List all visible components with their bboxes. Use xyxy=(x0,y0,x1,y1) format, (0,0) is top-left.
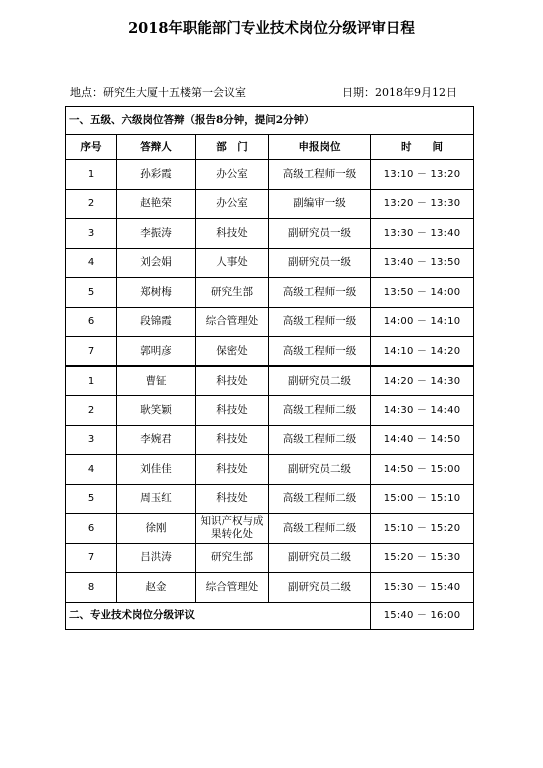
applied-post: 副研究员一级 xyxy=(269,219,371,249)
section2-title: 二、专业技术岗位分级评议 xyxy=(66,602,371,629)
section1-row xyxy=(66,107,474,135)
time-slot: 15:20 － 15:30 xyxy=(371,543,474,573)
respondent-name: 段锦霞 xyxy=(117,307,196,337)
table-row xyxy=(66,484,474,514)
respondent-name: 赵艳荣 xyxy=(117,189,196,219)
header-row xyxy=(66,135,474,160)
department: 科技处 xyxy=(196,366,269,396)
applied-post: 高级工程师二级 xyxy=(269,425,371,455)
respondent-name: 徐刚 xyxy=(117,514,196,544)
time-slot: 14:50 － 15:00 xyxy=(371,455,474,485)
time-slot: 13:20 － 13:30 xyxy=(371,189,474,219)
applied-post: 副研究员一级 xyxy=(269,248,371,278)
department: 研究生部 xyxy=(196,543,269,573)
table-row xyxy=(66,160,474,190)
applied-post: 副研究员二级 xyxy=(269,543,371,573)
applied-post: 高级工程师一级 xyxy=(269,337,371,367)
department: 办公室 xyxy=(196,160,269,190)
department: 保密处 xyxy=(196,337,269,367)
section2-time: 15:40 － 16:00 xyxy=(371,602,474,629)
respondent-name: 曹钲 xyxy=(117,366,196,396)
respondent-name: 郭明彦 xyxy=(117,337,196,367)
respondent-name: 耿笑颖 xyxy=(117,396,196,426)
seq-number: 1 xyxy=(66,160,117,190)
time-slot: 13:40 － 13:50 xyxy=(371,248,474,278)
respondent-name: 周玉红 xyxy=(117,484,196,514)
applied-post: 高级工程师二级 xyxy=(269,396,371,426)
table-row xyxy=(66,189,474,219)
header-cell: 部 门 xyxy=(196,135,269,160)
seq-number: 5 xyxy=(66,484,117,514)
applied-post: 副研究员二级 xyxy=(269,573,371,603)
time-slot: 14:00 － 14:10 xyxy=(371,307,474,337)
applied-post: 高级工程师二级 xyxy=(269,484,371,514)
department: 综合管理处 xyxy=(196,307,269,337)
department: 人事处 xyxy=(196,248,269,278)
time-slot: 15:10 － 15:20 xyxy=(371,514,474,544)
header-cell: 申报岗位 xyxy=(269,135,371,160)
department: 综合管理处 xyxy=(196,573,269,603)
table-row xyxy=(66,543,474,573)
respondent-name: 刘佳佳 xyxy=(117,455,196,485)
department: 科技处 xyxy=(196,425,269,455)
table-row xyxy=(66,573,474,603)
time-slot: 15:30 － 15:40 xyxy=(371,573,474,603)
department: 知识产权与成果转化处 xyxy=(196,514,269,544)
department: 科技处 xyxy=(196,219,269,249)
applied-post: 高级工程师二级 xyxy=(269,514,371,544)
table-row xyxy=(66,455,474,485)
applied-post: 副编审一级 xyxy=(269,189,371,219)
applied-post: 副研究员二级 xyxy=(269,366,371,396)
table-row xyxy=(66,425,474,455)
seq-number: 5 xyxy=(66,278,117,308)
seq-number: 7 xyxy=(66,543,117,573)
respondent-name: 吕洪涛 xyxy=(117,543,196,573)
seq-number: 7 xyxy=(66,337,117,367)
applied-post: 副研究员二级 xyxy=(269,455,371,485)
section1-title: 一、五级、六级岗位答辩（报告8分钟，提问2分钟） xyxy=(66,107,474,135)
applied-post: 高级工程师一级 xyxy=(269,160,371,190)
time-slot: 13:50 － 14:00 xyxy=(371,278,474,308)
table-row xyxy=(66,219,474,249)
seq-number: 8 xyxy=(66,573,117,603)
seq-number: 2 xyxy=(66,396,117,426)
respondent-name: 李振涛 xyxy=(117,219,196,249)
section2-row xyxy=(66,602,474,629)
seq-number: 4 xyxy=(66,455,117,485)
seq-number: 3 xyxy=(66,425,117,455)
time-slot: 13:10 － 13:20 xyxy=(371,160,474,190)
table-row xyxy=(66,514,474,544)
time-slot: 13:30 － 13:40 xyxy=(371,219,474,249)
seq-number: 3 xyxy=(66,219,117,249)
table-row xyxy=(66,278,474,308)
header-cell: 时 间 xyxy=(371,135,474,160)
seq-number: 6 xyxy=(66,514,117,544)
table-row xyxy=(66,337,474,367)
respondent-name: 赵金 xyxy=(117,573,196,603)
schedule-table xyxy=(65,106,474,630)
respondent-name: 郑树梅 xyxy=(117,278,196,308)
time-slot: 14:20 － 14:30 xyxy=(371,366,474,396)
applied-post: 高级工程师一级 xyxy=(269,307,371,337)
seq-number: 1 xyxy=(66,366,117,396)
header-cell: 序号 xyxy=(66,135,117,160)
respondent-name: 刘会娟 xyxy=(117,248,196,278)
table-row xyxy=(66,307,474,337)
time-slot: 14:30 － 14:40 xyxy=(371,396,474,426)
department: 研究生部 xyxy=(196,278,269,308)
location-label: 地点：研究生大厦十五楼第一会议室 xyxy=(70,86,246,99)
department: 科技处 xyxy=(196,484,269,514)
table-row xyxy=(66,248,474,278)
department: 办公室 xyxy=(196,189,269,219)
respondent-name: 孙彩霞 xyxy=(117,160,196,190)
time-slot: 15:00 － 15:10 xyxy=(371,484,474,514)
department: 科技处 xyxy=(196,455,269,485)
seq-number: 2 xyxy=(66,189,117,219)
table-row xyxy=(66,366,474,396)
time-slot: 14:40 － 14:50 xyxy=(371,425,474,455)
respondent-name: 李婉君 xyxy=(117,425,196,455)
department: 科技处 xyxy=(196,396,269,426)
header-cell: 答辩人 xyxy=(117,135,196,160)
table-row xyxy=(66,396,474,426)
schedule-body xyxy=(66,107,474,630)
seq-number: 6 xyxy=(66,307,117,337)
applied-post: 高级工程师一级 xyxy=(269,278,371,308)
date-label: 日期：2018年9月12日 xyxy=(342,86,457,99)
seq-number: 4 xyxy=(66,248,117,278)
time-slot: 14:10 － 14:20 xyxy=(371,337,474,367)
page-title: 2018年职能部门专业技术岗位分级评审日程 xyxy=(128,20,415,37)
